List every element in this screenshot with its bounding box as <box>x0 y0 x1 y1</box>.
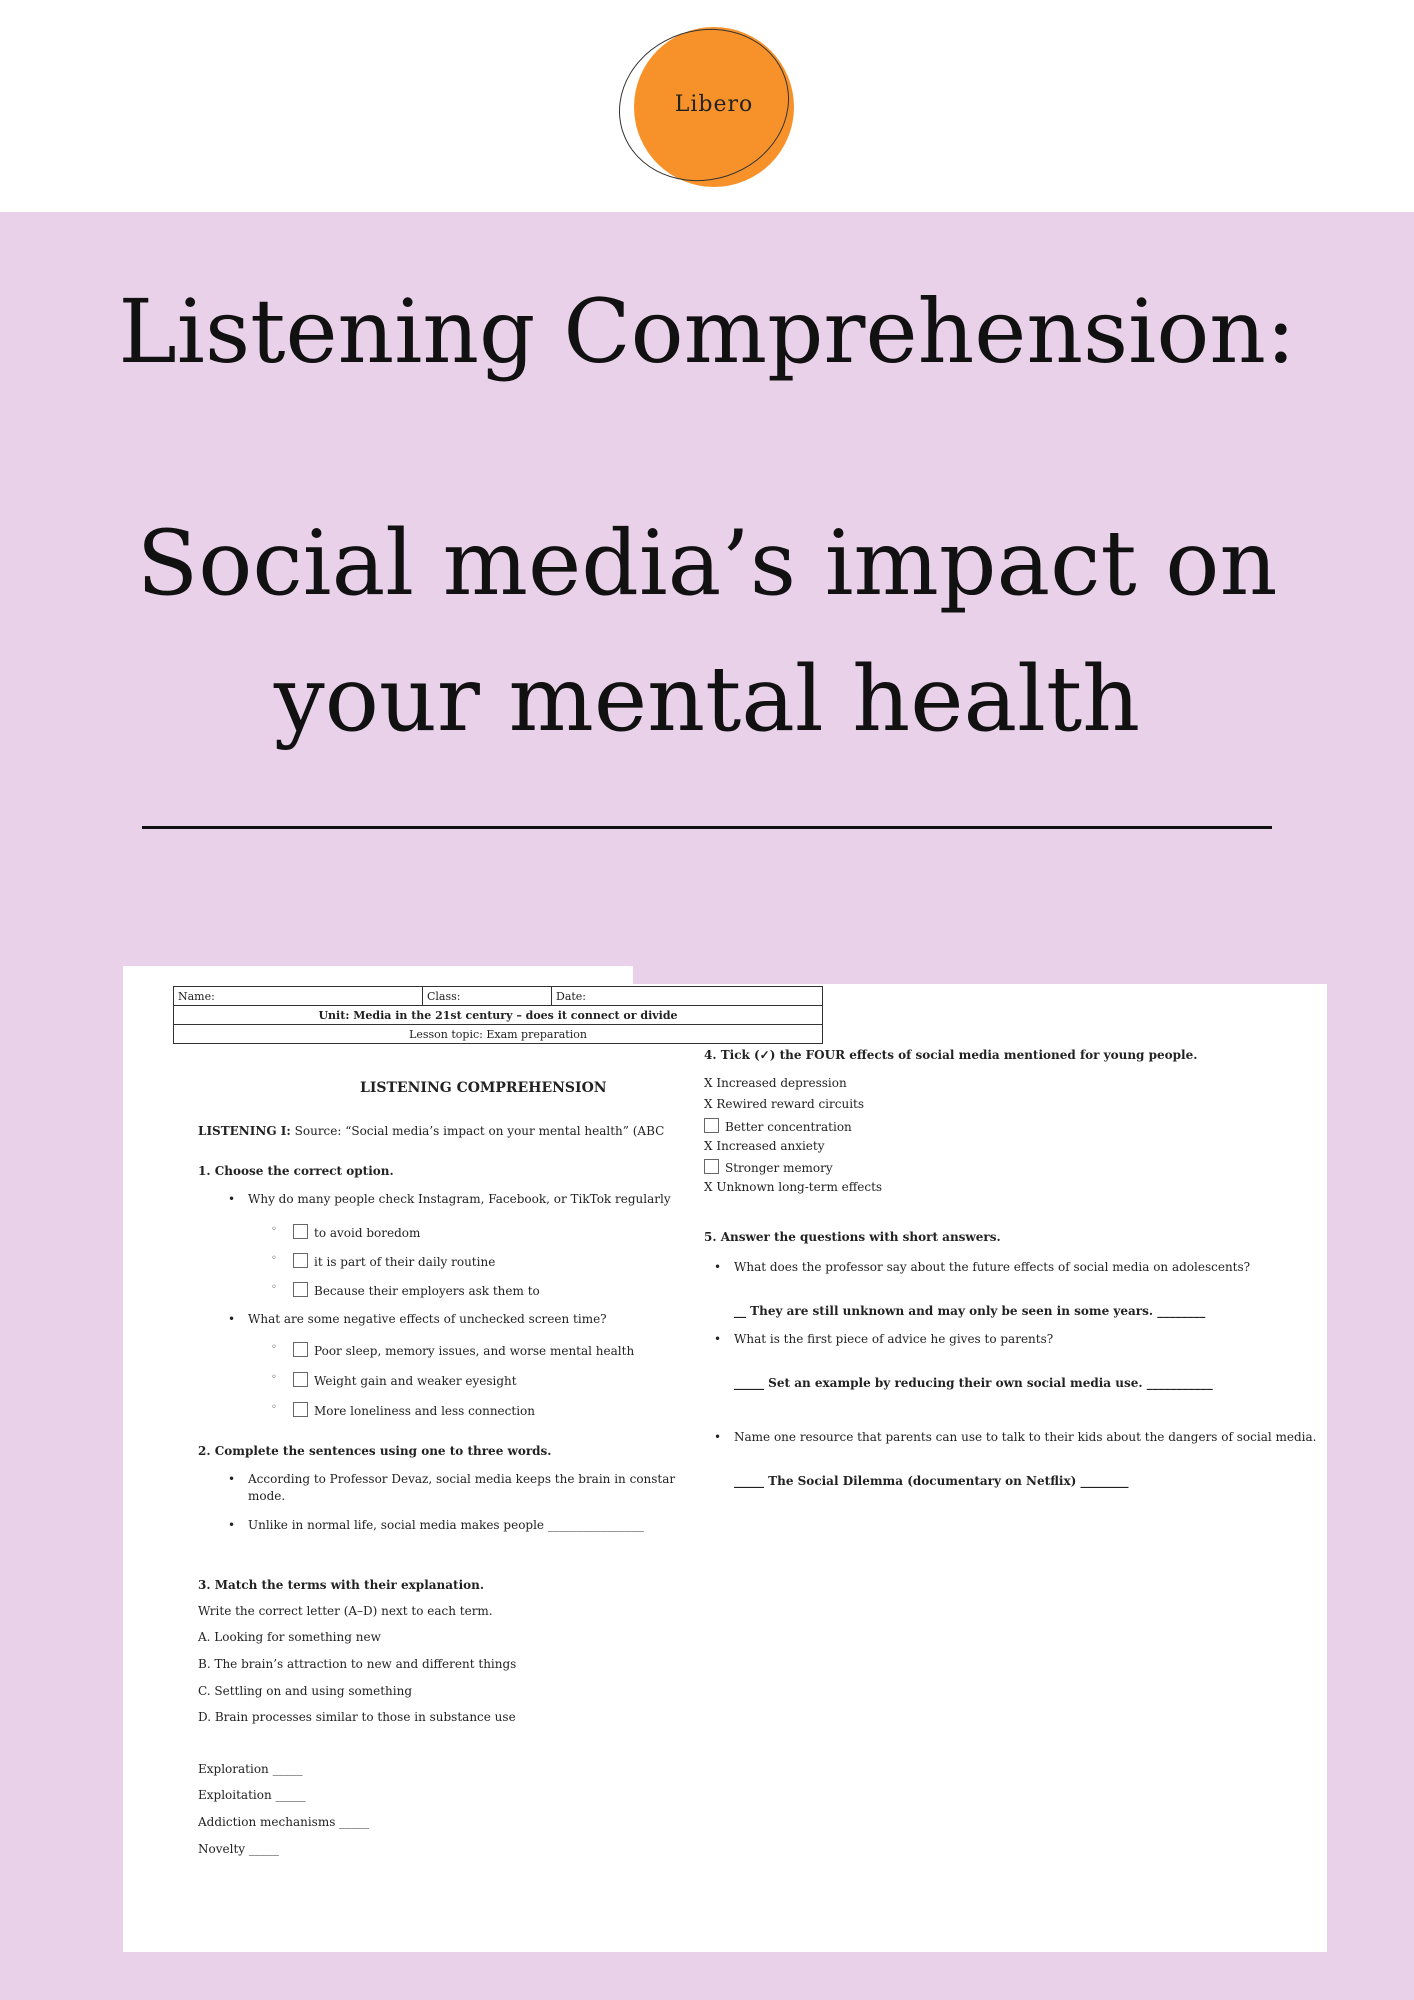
checkbox[interactable] <box>293 1402 308 1417</box>
worksheet-heading: LISTENING COMPREHENSION <box>360 1080 607 1096</box>
name-cell: Name: <box>174 987 423 1006</box>
q3-instruction: Write the correct letter (A–D) next to each term. <box>198 1604 493 1618</box>
q3-definition: C. Settling on and using something <box>198 1684 413 1698</box>
unit-cell: Unit: Media in the 21st century – does it connect or divide <box>174 1006 823 1025</box>
q1-option: ◦ More loneliness and less connection <box>293 1402 535 1418</box>
q3-term: Exploitation _____ <box>198 1788 306 1802</box>
q5-answer: _____ The Social Dilemma (documentary on Netflix) ________ <box>734 1474 1129 1488</box>
q4-item: Stronger memory <box>704 1159 833 1175</box>
q3-definition: A. Looking for something new <box>198 1630 381 1644</box>
q2-sentence: • According to Professor Devaz, social media keeps the brain in constar <box>248 1472 675 1486</box>
q5-title: 5. Answer the questions with short answers. <box>704 1230 1001 1244</box>
q5-answer: _____ Set an example by reducing their own social media use. ___________ <box>734 1376 1213 1390</box>
q3-title: 3. Match the terms with their explanation. <box>198 1578 485 1592</box>
listening-source: LISTENING I: Source: “Social media’s impact on your mental health” (ABC <box>198 1124 665 1138</box>
q1-option: ◦ Poor sleep, memory issues, and worse mental health <box>293 1342 634 1358</box>
logo-text: Libero <box>674 92 754 117</box>
title-line-3: your mental health <box>273 647 1141 752</box>
q2-sentence: • Unlike in normal life, social media makes people ________________ <box>248 1518 644 1532</box>
q5-question: • What is the first piece of advice he gives to parents? <box>734 1332 1053 1346</box>
q3-term: Exploration _____ <box>198 1762 303 1776</box>
title-line-2: Social media’s impact on <box>136 511 1278 616</box>
q1-option: ◦ it is part of their daily routine <box>293 1253 495 1269</box>
checkbox[interactable] <box>293 1372 308 1387</box>
q1-option: ◦ to avoid boredom <box>293 1224 420 1240</box>
q1-question: • Why do many people check Instagram, Facebook, or TikTok regularly <box>248 1192 671 1206</box>
q4-item: X Unknown long-term effects <box>704 1180 883 1194</box>
checkbox[interactable] <box>704 1118 719 1133</box>
worksheet-page-left <box>123 966 678 1952</box>
checkbox[interactable] <box>293 1253 308 1268</box>
q4-title: 4. Tick (✓) the FOUR effects of social media mentioned for young people. <box>704 1048 1198 1062</box>
q4-item: X Rewired reward circuits <box>704 1097 865 1111</box>
title-divider <box>142 826 1272 829</box>
q1-option: ◦ Weight gain and weaker eyesight <box>293 1372 517 1388</box>
q4-item: X Increased depression <box>704 1076 847 1090</box>
q3-term: Addiction mechanisms _____ <box>198 1815 370 1829</box>
worksheet-header-table <box>173 986 823 1044</box>
q5-answer: __ They are still unknown and may only be seen in some years. ________ <box>734 1304 1206 1318</box>
title-subtitle <box>0 496 1414 768</box>
q2-title: 2. Complete the sentences using one to three words. <box>198 1444 552 1458</box>
q3-definition: B. The brain’s attraction to new and different things <box>198 1657 517 1671</box>
date-cell: Date: <box>552 987 823 1006</box>
q4-item: Better concentration <box>704 1118 852 1134</box>
q1-question: • What are some negative effects of unchecked screen time? <box>248 1312 607 1326</box>
checkbox[interactable] <box>293 1282 308 1297</box>
q2-sentence-cont: mode. <box>248 1489 286 1503</box>
lesson-cell: Lesson topic: Exam preparation <box>174 1025 823 1044</box>
checkbox[interactable] <box>293 1224 308 1239</box>
checkbox[interactable] <box>704 1159 719 1174</box>
q4-item: X Increased anxiety <box>704 1139 825 1153</box>
q3-term: Novelty _____ <box>198 1842 279 1856</box>
class-cell: Class: <box>423 987 552 1006</box>
q5-question: • Name one resource that parents can use to talk to their kids about the dangers of social media. <box>734 1430 1316 1444</box>
q5-question: • What does the professor say about the future effects of social media on adolescents? <box>734 1260 1250 1274</box>
q3-definition: D. Brain processes similar to those in substance use <box>198 1710 516 1724</box>
q1-title: 1. Choose the correct option. <box>198 1164 394 1178</box>
title-line-1: Listening Comprehension: <box>118 280 1296 383</box>
checkbox[interactable] <box>293 1342 308 1357</box>
worksheet-page-right <box>632 984 1327 1952</box>
q1-option: ◦ Because their employers ask them to <box>293 1282 540 1298</box>
